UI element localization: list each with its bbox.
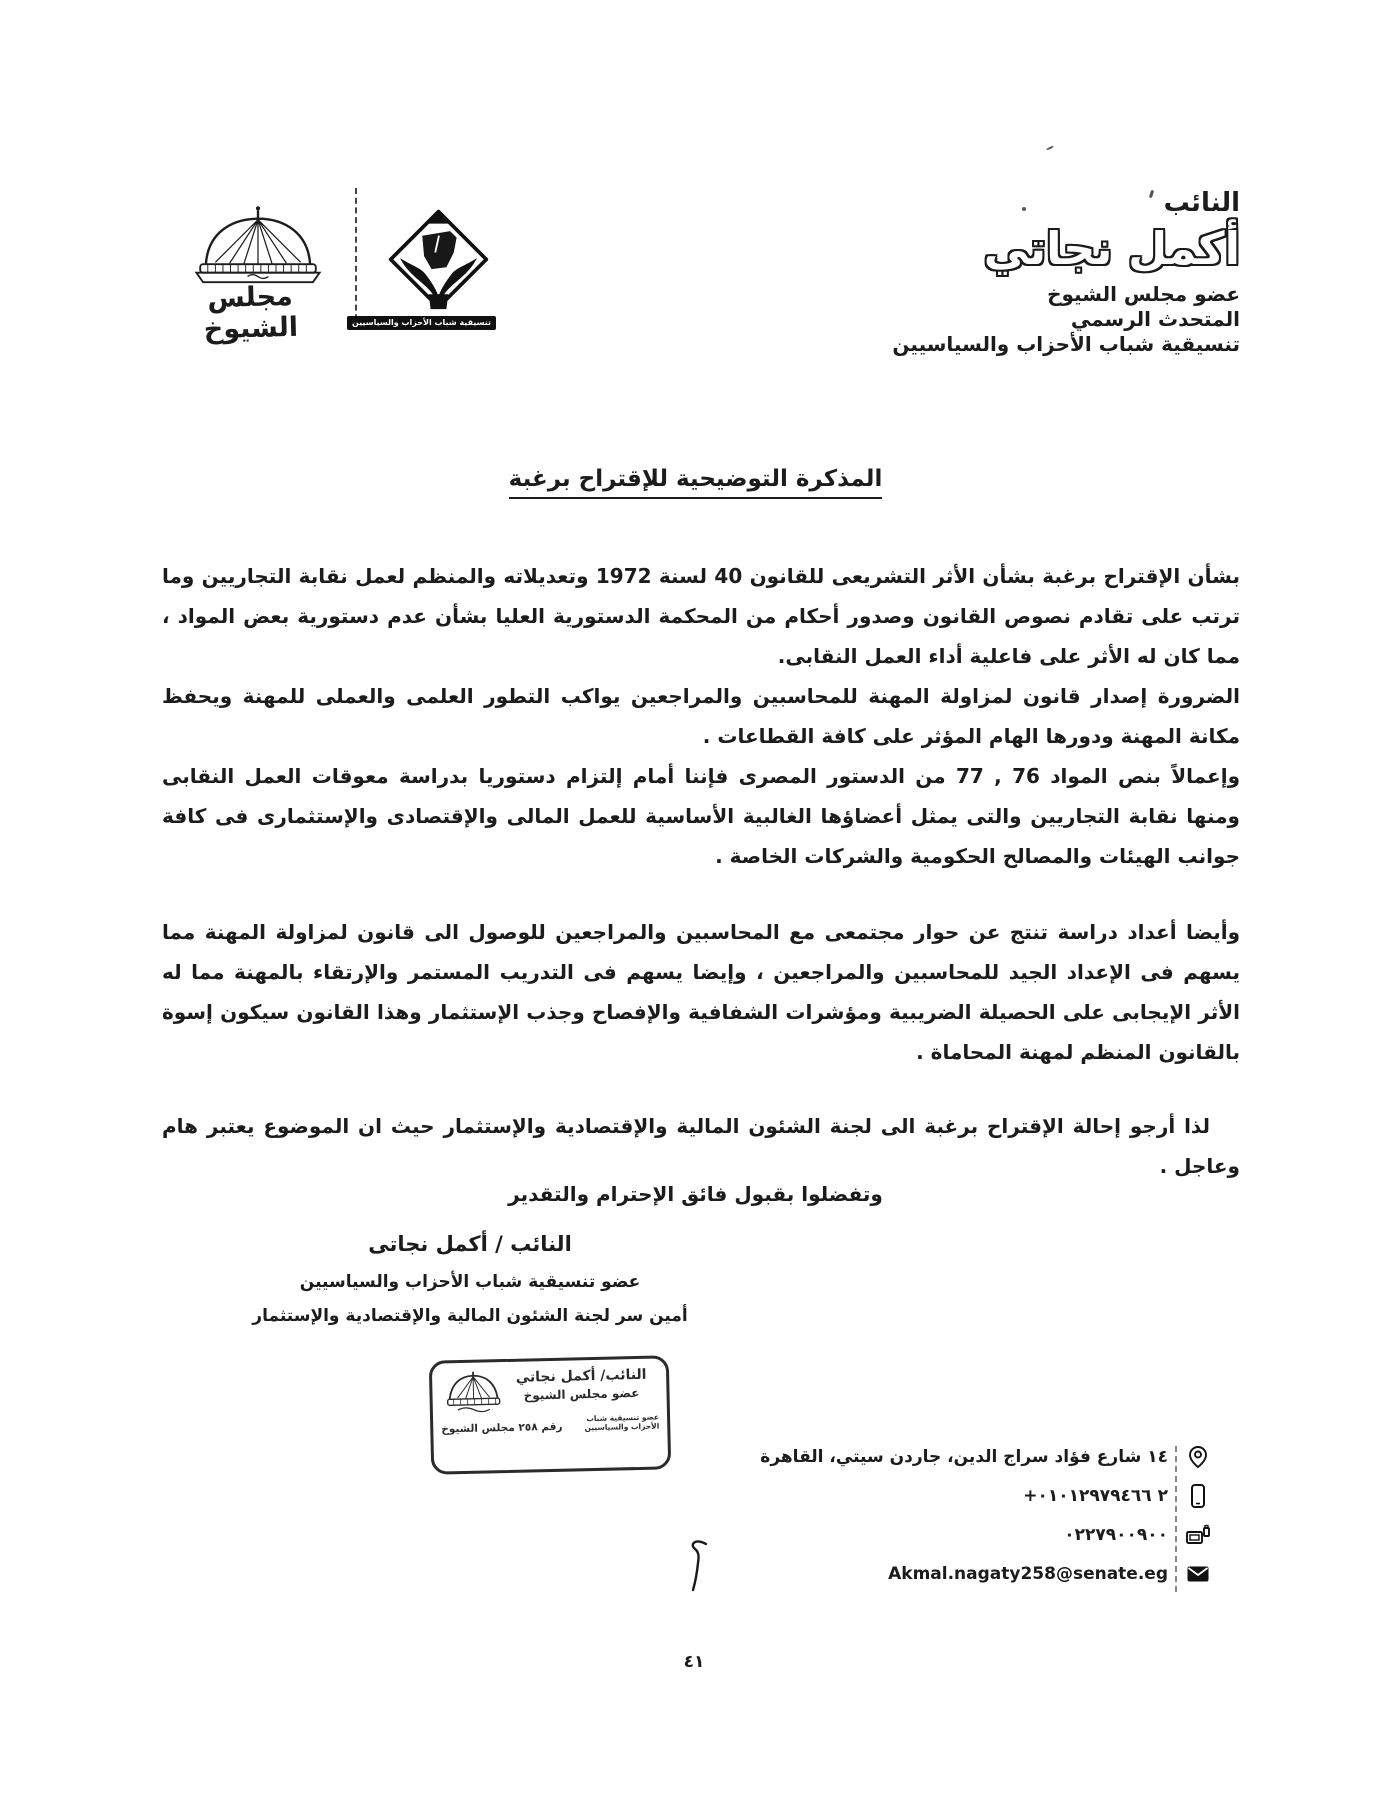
closing-salutation: وتفضلوا بقبول فائق الإحترام والتقدير bbox=[508, 1182, 883, 1206]
stamp-number-line: رقم ٢٥٨ مجلس الشيوخ bbox=[441, 1420, 563, 1436]
page-number: ٤١ bbox=[683, 1652, 705, 1672]
phone-number: ٠٢٢٧٩٠٠٩٠٠ bbox=[1064, 1525, 1168, 1545]
memo-paragraph: بشأن الإقتراح برغبة بشأن الأثر التشريعى للقانون 40 لسنة 1972 وتعديلاته والمنظم لعمل نقابة التجاريين وما ترتب على تقادم نصوص القانون وصدور أحكام من المحكمة الدستورية العليا بشأن عدم دستورية بعض المواد ، مما كان له الأثر على فاعلية أداء العمل النقابى. bbox=[162, 564, 1240, 668]
location-pin-icon bbox=[1185, 1445, 1211, 1469]
signatory-name: النائب / أكمل نجاتى bbox=[368, 1232, 572, 1256]
scan-speck bbox=[1046, 145, 1054, 150]
logo-separator bbox=[355, 188, 357, 330]
contact-mobile-row bbox=[760, 1483, 1211, 1509]
stamp-role-line: عضو مجلس الشيوخ bbox=[523, 1385, 640, 1403]
member-role-coordination: تنسيقية شباب الأحزاب والسياسيين bbox=[892, 332, 1240, 356]
memo-paragraph: وإعمالاً بنص المواد 76 , 77 من الدستور المصرى فإننا أمام إلتزام دستوريا بدراسة معوقات العمل النقابى ومنها نقابة التجاريين والتى يمثل أعضاؤها الغالبية الأساسية للعمل المالى والإقتصادى والإستثمارى فى كافة جوانب الهيئات والمصالح الحكومية والشركات الخاصة . bbox=[162, 764, 1240, 868]
stamp-name-line: النائب/ أكمل نجاتي bbox=[515, 1366, 647, 1386]
contact-email-row bbox=[760, 1561, 1211, 1587]
stamp-coordination-line: عضو تنسيقية شباب الأحزاب والسياسيين bbox=[584, 1412, 660, 1433]
envelope-icon bbox=[1185, 1565, 1211, 1583]
handwritten-mark bbox=[680, 1536, 714, 1596]
member-role-spokesman: المتحدث الرسمي bbox=[1070, 307, 1240, 331]
coordination-logo-banner: تنسيقية شباب الأحزاب والسياسيين bbox=[347, 316, 496, 330]
letterhead bbox=[892, 188, 1240, 357]
memo-paragraph: وأيضا أعداد دراسة تنتج عن حوار مجتمعى مع المحاسبين والمراجعين للوصول الى قانون لمزاولة المهنة مما يسهم فى الإعداد الجيد للمحاسبين والمراجعين ، وإيضا يسهم فى التدريب المستمر والإرتقاء بالمهنة مما له الأثر الإيجابى على الحصيلة الضريبية ومؤشرات الشفافية والإفصاح وجذب الإستثمار وهذا القانون سيكون إسوة بالقانون المنظم لمهنة المحاماة . bbox=[162, 920, 1240, 1064]
email-address: Akmal.nagaty258@senate.eg bbox=[888, 1564, 1168, 1584]
signatory-role-2: أمين سر لجنة الشئون المالية والإقتصادية والإستثمار bbox=[252, 1306, 688, 1326]
address-text: ١٤ شارع فؤاد سراج الدين، جاردن سيتي، القاهرة bbox=[760, 1447, 1168, 1467]
contact-address-row bbox=[760, 1444, 1211, 1470]
coordination-logo bbox=[351, 206, 496, 330]
member-rank: النائب bbox=[1163, 188, 1240, 218]
fax-icon bbox=[1185, 1524, 1211, 1546]
memo-body bbox=[162, 556, 1240, 1186]
member-role-senate: عضو مجلس الشيوخ bbox=[1047, 282, 1240, 306]
coordination-diamond-icon bbox=[372, 206, 496, 310]
senate-dome-icon bbox=[168, 196, 333, 286]
memo-title: المذكرة التوضيحية للإقتراح برغبة bbox=[509, 466, 883, 499]
official-stamp bbox=[429, 1355, 672, 1474]
senate-logo-calligraphy: مجلس الشيوخ bbox=[203, 280, 299, 346]
stamp-dome-icon bbox=[440, 1368, 505, 1413]
signature-block bbox=[225, 1232, 715, 1340]
memo-paragraph: لذا أرجو إحالة الإقتراح برغبة الى لجنة الشئون المالية والإقتصادية والإستثمار حيث ان الموضوع يعتبر هام وعاجل . bbox=[162, 1114, 1240, 1178]
member-name-stylized: أكمل نجاتي bbox=[983, 222, 1240, 275]
signatory-role-1: عضو تنسيقية شباب الأحزاب والسياسيين bbox=[299, 1272, 641, 1292]
contact-phone-row bbox=[760, 1522, 1211, 1548]
contact-block bbox=[760, 1444, 1211, 1587]
memo-paragraph: الضرورة إصدار قانون لمزاولة المهنة للمحاسبين والمراجعين يواكب التطور العلمى والعملى للمهنة ويحفظ مكانة المهنة ودورها الهام المؤثر على كافة القطاعات . bbox=[162, 684, 1240, 748]
mobile-phone-icon bbox=[1185, 1483, 1211, 1509]
mobile-number: +٢ ٠١٠١٢٩٧٩٤٦٦ bbox=[1023, 1486, 1168, 1506]
senate-logo bbox=[168, 196, 333, 344]
